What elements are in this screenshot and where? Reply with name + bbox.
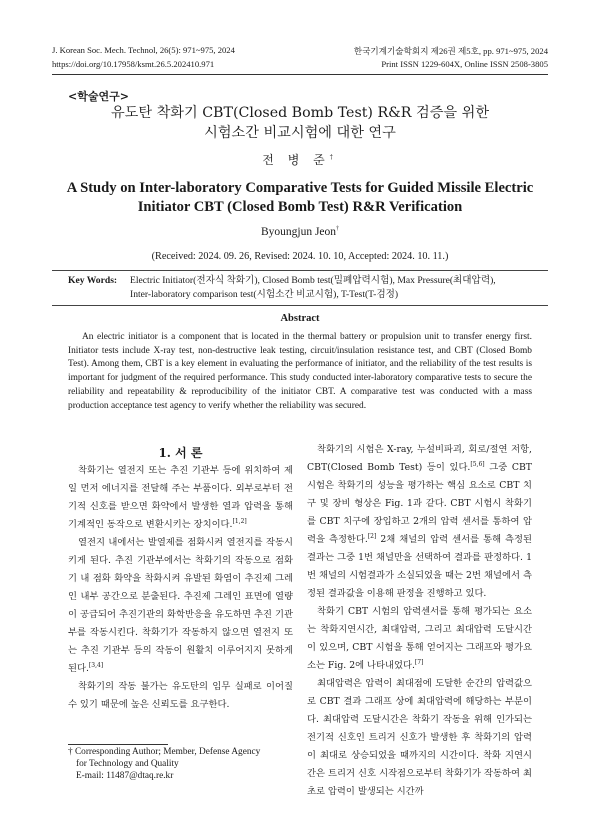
intro-paragraph-3: 착화기의 작동 불가는 유도탄의 임무 실패로 이어질 수 있기 때문에 높은 신뢰도를 요구한다. <box>68 681 293 710</box>
english-title-line1: A Study on Inter-laboratory Comparative Tests for Guided Missile Electric <box>66 180 534 196</box>
footnote <box>68 746 293 782</box>
intro-r1c-text: 2채 채널의 압력 센서를 통해 측정된 결과는 그중 1번 채널만을 선택하여 결과를 판정하다. 1번 채널의 시험결과가 소실되었을 때는 2번 채널에서 측정된 결과값을 이용해 판정을 진행하고 있다. <box>307 534 532 599</box>
footnote-line1: † Corresponding Author; Member, Defense Agency <box>68 747 261 757</box>
article-category: <학술연구> <box>68 90 129 103</box>
journal-citation-en: J. Korean Soc. Mech. Technol, 26(5): 971~975, 2024 <box>52 45 235 55</box>
intro-paragraph-5 <box>307 603 532 675</box>
korean-title-line2: 시험소간 비교시험에 대한 연구 <box>204 125 396 141</box>
intro-r2-text: 착화기 CBT 시험의 압력센서를 통해 평가되는 요소는 착화지연시간, 최대압력, 그리고 최대압력 도달시간이 있으며, CBT 시험을 통해 얻어지는 그래프와 평가요소는 Fig. 2에 나타내었다. <box>307 606 532 671</box>
ref-5-6: [5,6] <box>470 460 485 468</box>
footnote-line2: for Technology and Quality <box>76 759 179 769</box>
footnote-rule <box>68 744 168 745</box>
intro-p1-text: 착화기는 열전지 또는 추진 기관부 등에 위치하여 제일 먼저 에너지를 전달해 주는 부품이다. 외부로부터 전기적 신호를 받으면 화약에서 발생한 열과 압력을 통해 기계적인 동작으로 변환시키는 장치이다. <box>68 465 293 530</box>
keywords-top-rule <box>52 270 548 271</box>
ref-2: [2] <box>367 532 377 540</box>
doi-link[interactable]: https://doi.org/10.17958/ksmt.26.5.202410.971 <box>52 59 215 69</box>
keywords-line1: Electric Initiator(전자식 착화기), Closed Bomb test(밀폐압력시험), Max Pressure(최대압력), <box>130 275 496 286</box>
ref-1-2: [1,2] <box>232 517 247 525</box>
intro-paragraph-2 <box>68 534 293 678</box>
issn-text: Print ISSN 1229-604X, Online ISSN 2508-3805 <box>381 59 548 69</box>
footnote-email[interactable]: E-mail: 11487@dtaq.re.kr <box>76 771 174 781</box>
header-divider <box>52 74 548 75</box>
abstract-heading: Abstract <box>280 313 320 324</box>
keywords-text <box>130 274 540 302</box>
corresponding-mark: † <box>329 154 338 161</box>
english-corresponding-mark: † <box>336 226 340 233</box>
keywords-label: Key Words: <box>68 275 118 286</box>
english-author <box>0 226 600 238</box>
intro-r1b-text: 그중 CBT 시험은 착화기의 성능을 평가하는 핵심 요소로 CBT 치구 및 장비 형상은 Fig. 1과 같다. CBT 시험시 착화기를 CBT 치구에 장입하고 2개의 압력 센서를 통하여 압력을 측정한다. <box>307 462 532 545</box>
keywords-bottom-rule <box>52 305 548 306</box>
english-title <box>60 179 540 217</box>
right-column <box>307 441 532 801</box>
intro-p2-text: 열전지 내에서는 발열제를 점화시켜 열전지를 작동시키게 된다. 추진 기관부에서는 착화기의 작동으로 점화기 내 점화 화약을 착화시켜 유발된 화염이 추진제 그레인 내부 공간으로 분출된다. 추진제 그레인 표면에 열량이 공급되어 추진기관의 화학반응을 유도하면 추진 기관부를 작동시킨다. 착화기가 작동하지 않으면 열전지 또는 추진 기관부 등의 작동이 원활치 이루어지지 못하게 된다. <box>68 537 293 674</box>
abstract-text: An electric initiator is a component that is located in the thermal battery or propulsion unit to transfer energy first. Initiator tests include X-ray test, non-destructive leak testing, circuit/insulation resistance test, and CBT (Closed Bomb Test). Among them, CBT is a key element in evaluating the performance of initiator, and the reliability of the test results is important for judgment of the required performance. This study conducted inter-laboratory comparative tests to secure the reliability and repeatability & reproducibility of the initiator CBT. A comparative test was conducted with a mass production acceptance test agency to verify whether the reliability was secured. <box>68 332 532 411</box>
intro-paragraph-1 <box>68 462 293 534</box>
journal-citation-ko: 한국기계기술학회지 제26권 제5호, pp. 971~975, 2024 <box>353 46 548 56</box>
received-dates: (Received: 2024. 09. 26, Revised: 2024. 10. 10, Accepted: 2024. 10. 11.) <box>151 251 449 262</box>
korean-author <box>0 151 600 168</box>
korean-author-name: 전 병 준 <box>262 153 330 167</box>
english-author-name: Byoungjun Jeon <box>260 226 337 238</box>
intro-paragraph-4 <box>307 441 532 603</box>
left-column <box>68 462 293 714</box>
english-title-line2: Initiator CBT (Closed Bomb Test) R&R Verification <box>137 199 463 215</box>
ref-7: [7] <box>414 658 424 666</box>
ref-3-4: [3,4] <box>88 661 104 669</box>
section-heading-introduction: 1. 서 론 <box>158 446 203 460</box>
intro-r1-text: 착화기의 시험은 X-ray, 누설비파괴, 회로/절연 저항, CBT(Closed Bomb Test) 등이 있다. <box>307 444 532 473</box>
keywords-line2: Inter-laboratory comparison test(시험소간 비교시험), T-Test(T-검정) <box>130 289 399 300</box>
korean-title-line1: 유도탄 착화기 CBT(Closed Bomb Test) R&R 검증을 위한 <box>110 105 490 121</box>
intro-paragraph-6: 최대압력은 압력이 최대점에 도달한 순간의 압력값으로 CBT 결과 그래프 상에 최대압력에 해당하는 부분이다. 최대압력 도달시간은 착화기 작동을 위해 인가되는 전기적 신호인 트리거 신호가 발생한 후 착화기의 압력이 최대로 상승되었을 때까지의 시간이다. 착화 지연시간은 트리거 신호 시작점으로부터 착화기가 작동하여 최초로 압력이 발생되는 시간까 <box>307 678 532 797</box>
